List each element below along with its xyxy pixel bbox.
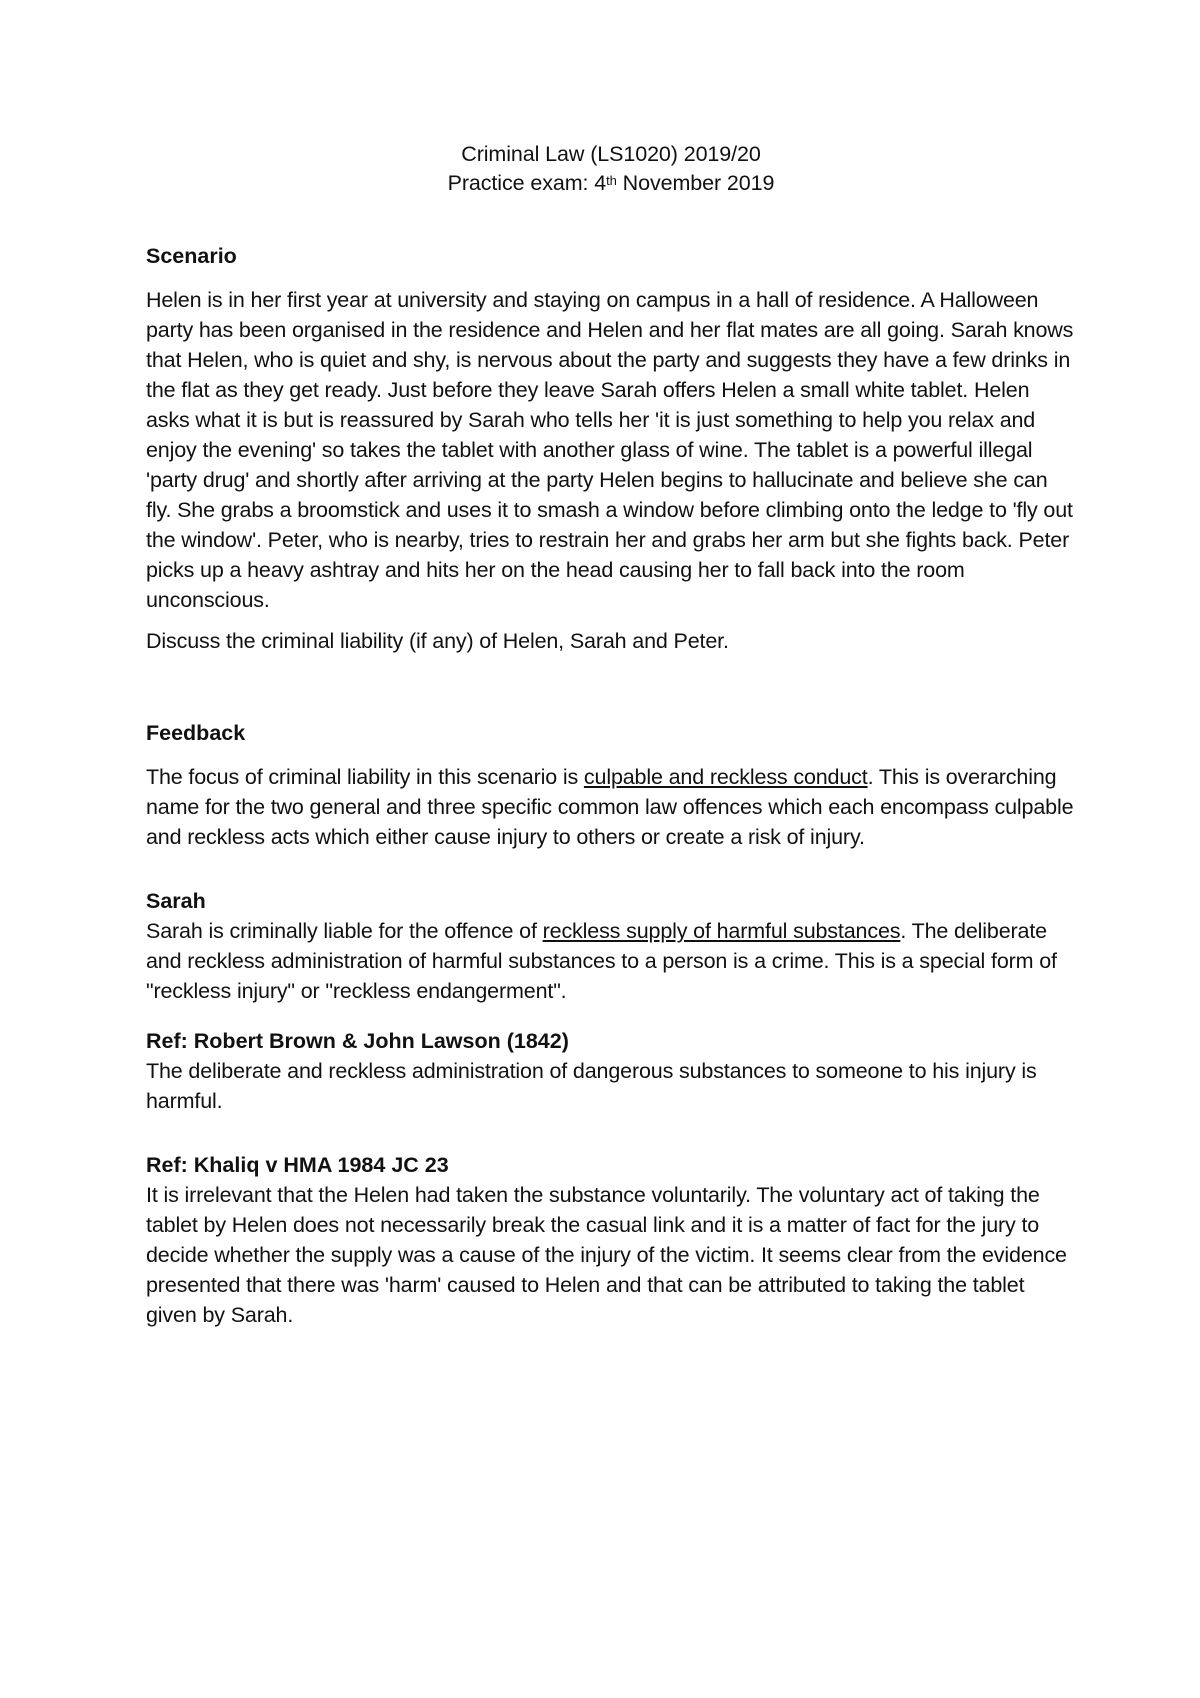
scenario-heading: Scenario [146, 244, 237, 268]
exam-date-prefix: Practice exam: 4 [447, 171, 607, 195]
sarah-paragraph [146, 916, 1076, 1006]
sarah-text-after: . The deliberate and reckless administration of harmful substances to a person is a crime. This is a special form of "reckless injury" or "reckless endangerment". [146, 919, 1057, 1003]
scenario-paragraph: Helen is in her first year at university and staying on campus in a hall of residence. A Halloween party has been organised in the residence and Helen and her flat mates are all going. Sarah knows that Helen, who is quiet and shy, is nervous about the party and suggests they have a few drinks in the flat as they get ready. Just before they leave Sarah offers Helen a small white tablet. Helen asks what it is but is reassured by Sarah who tells her 'it is just something to help you relax and enjoy the evening' so takes the tablet with another glass of wine. The tablet is a powerful illegal 'party drug' and shortly after arriving at the party Helen begins to hallucinate and believe she can fly. She grabs a broomstick and uses it to smash a window before climbing onto the ledge to 'fly out the window'. Peter, who is nearby, tries to restrain her and grabs her arm but she fights back. Peter picks up a heavy ashtray and hits her on the head causing her to fall back into the room unconscious. [146, 288, 1074, 612]
sarah-text-underlined: reckless supply of harmful substances [542, 919, 901, 943]
document-page [146, 140, 1076, 1341]
ref1-heading: Ref: Robert Brown & John Lawson (1842) [146, 1029, 569, 1053]
ref2-heading: Ref: Khaliq v HMA 1984 JC 23 [146, 1153, 449, 1177]
sarah-heading: Sarah [146, 889, 206, 913]
spacer [146, 1127, 1076, 1151]
ref2-paragraph: It is irrelevant that the Helen had taken the substance voluntarily. The voluntary act of taking the tablet by Helen does not necessarily break the casual link and it is a matter of fact for the jury to decide whether the supply was a cause of the injury of the victim. It seems clear from the evidence presented that there was 'harm' caused to Helen and that can be attributed to taking the tablet given by Sarah. [146, 1183, 1067, 1327]
feedback-intro-before: The focus of criminal liability in this scenario is [146, 765, 584, 789]
feedback-intro-after: . This is overarching name for the two general and three specific common law offences which each encompass culpable and reckless acts which either cause injury to others or create a risk of injury. [146, 765, 1074, 849]
ref1-paragraph: The deliberate and reckless administration of dangerous substances to someone to his injury is harmful. [146, 1059, 1037, 1113]
document-header [146, 140, 1076, 198]
scenario-question: Discuss the criminal liability (if any) of Helen, Sarah and Peter. [146, 629, 729, 653]
sarah-text-before: Sarah is criminally liable for the offence of [146, 919, 543, 943]
exam-date-ordinal: th [606, 173, 617, 188]
spacer [146, 667, 1076, 719]
feedback-heading: Feedback [146, 721, 246, 745]
feedback-intro-underlined: culpable and reckless conduct [583, 765, 868, 789]
course-title: Criminal Law (LS1020) 2019/20 [461, 142, 761, 166]
exam-date-suffix: November 2019 [616, 171, 775, 195]
spacer [146, 1017, 1076, 1027]
feedback-intro [146, 762, 1076, 852]
exam-date [146, 169, 1076, 198]
spacer [146, 863, 1076, 887]
